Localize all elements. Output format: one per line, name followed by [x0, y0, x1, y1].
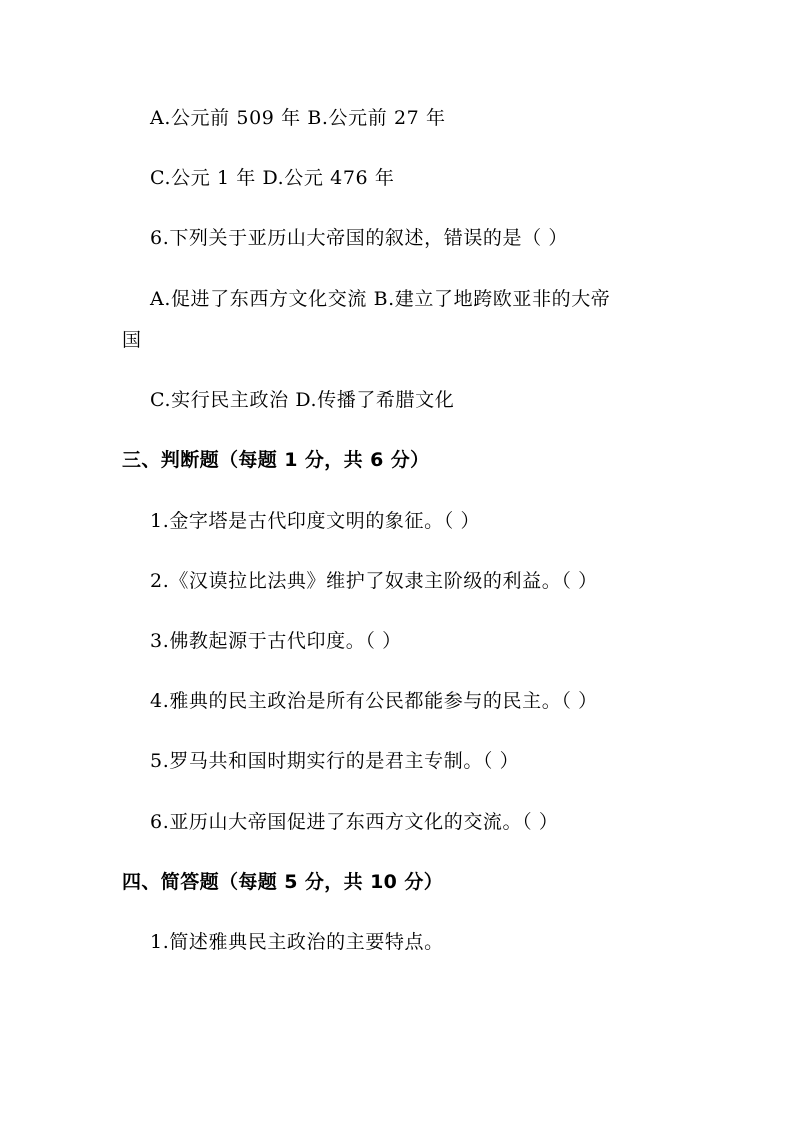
q6-options-ab-line2: 国	[122, 329, 142, 351]
judge-item-2: 2.《汉谟拉比法典》维护了奴隶主阶级的利益。（ ）	[150, 570, 598, 592]
judge-item-1: 1.金字塔是古代印度文明的象征。（ ）	[150, 510, 481, 532]
section4-heading: 四、简答题（每题 5 分，共 10 分）	[122, 871, 444, 893]
judge-item-4: 4.雅典的民主政治是所有公民都能参与的民主。（ ）	[150, 690, 598, 712]
judge-item-5: 5.罗马共和国时期实行的是君主专制。（ ）	[150, 750, 520, 772]
judge-item-6: 6.亚历山大帝国促进了东西方文化的交流。（ ）	[150, 811, 559, 833]
q6-options-ab-line1: A.促进了东西方文化交流 B.建立了地跨欧亚非的大帝	[150, 288, 611, 310]
short-answer-item-1: 1.简述雅典民主政治的主要特点。	[150, 931, 444, 953]
q6-stem: 6.下列关于亚历山大帝国的叙述，错误的是（ ）	[150, 227, 568, 249]
judge-item-3: 3.佛教起源于古代印度。（ ）	[150, 630, 402, 652]
q5-options-ab: A.公元前 509 年 B.公元前 27 年	[150, 107, 446, 129]
q6-options-cd: C.实行民主政治 D.传播了希腊文化	[150, 389, 455, 411]
q5-options-cd: C.公元 1 年 D.公元 476 年	[150, 167, 395, 189]
section3-heading: 三、判断题（每题 1 分，共 6 分）	[122, 449, 430, 471]
